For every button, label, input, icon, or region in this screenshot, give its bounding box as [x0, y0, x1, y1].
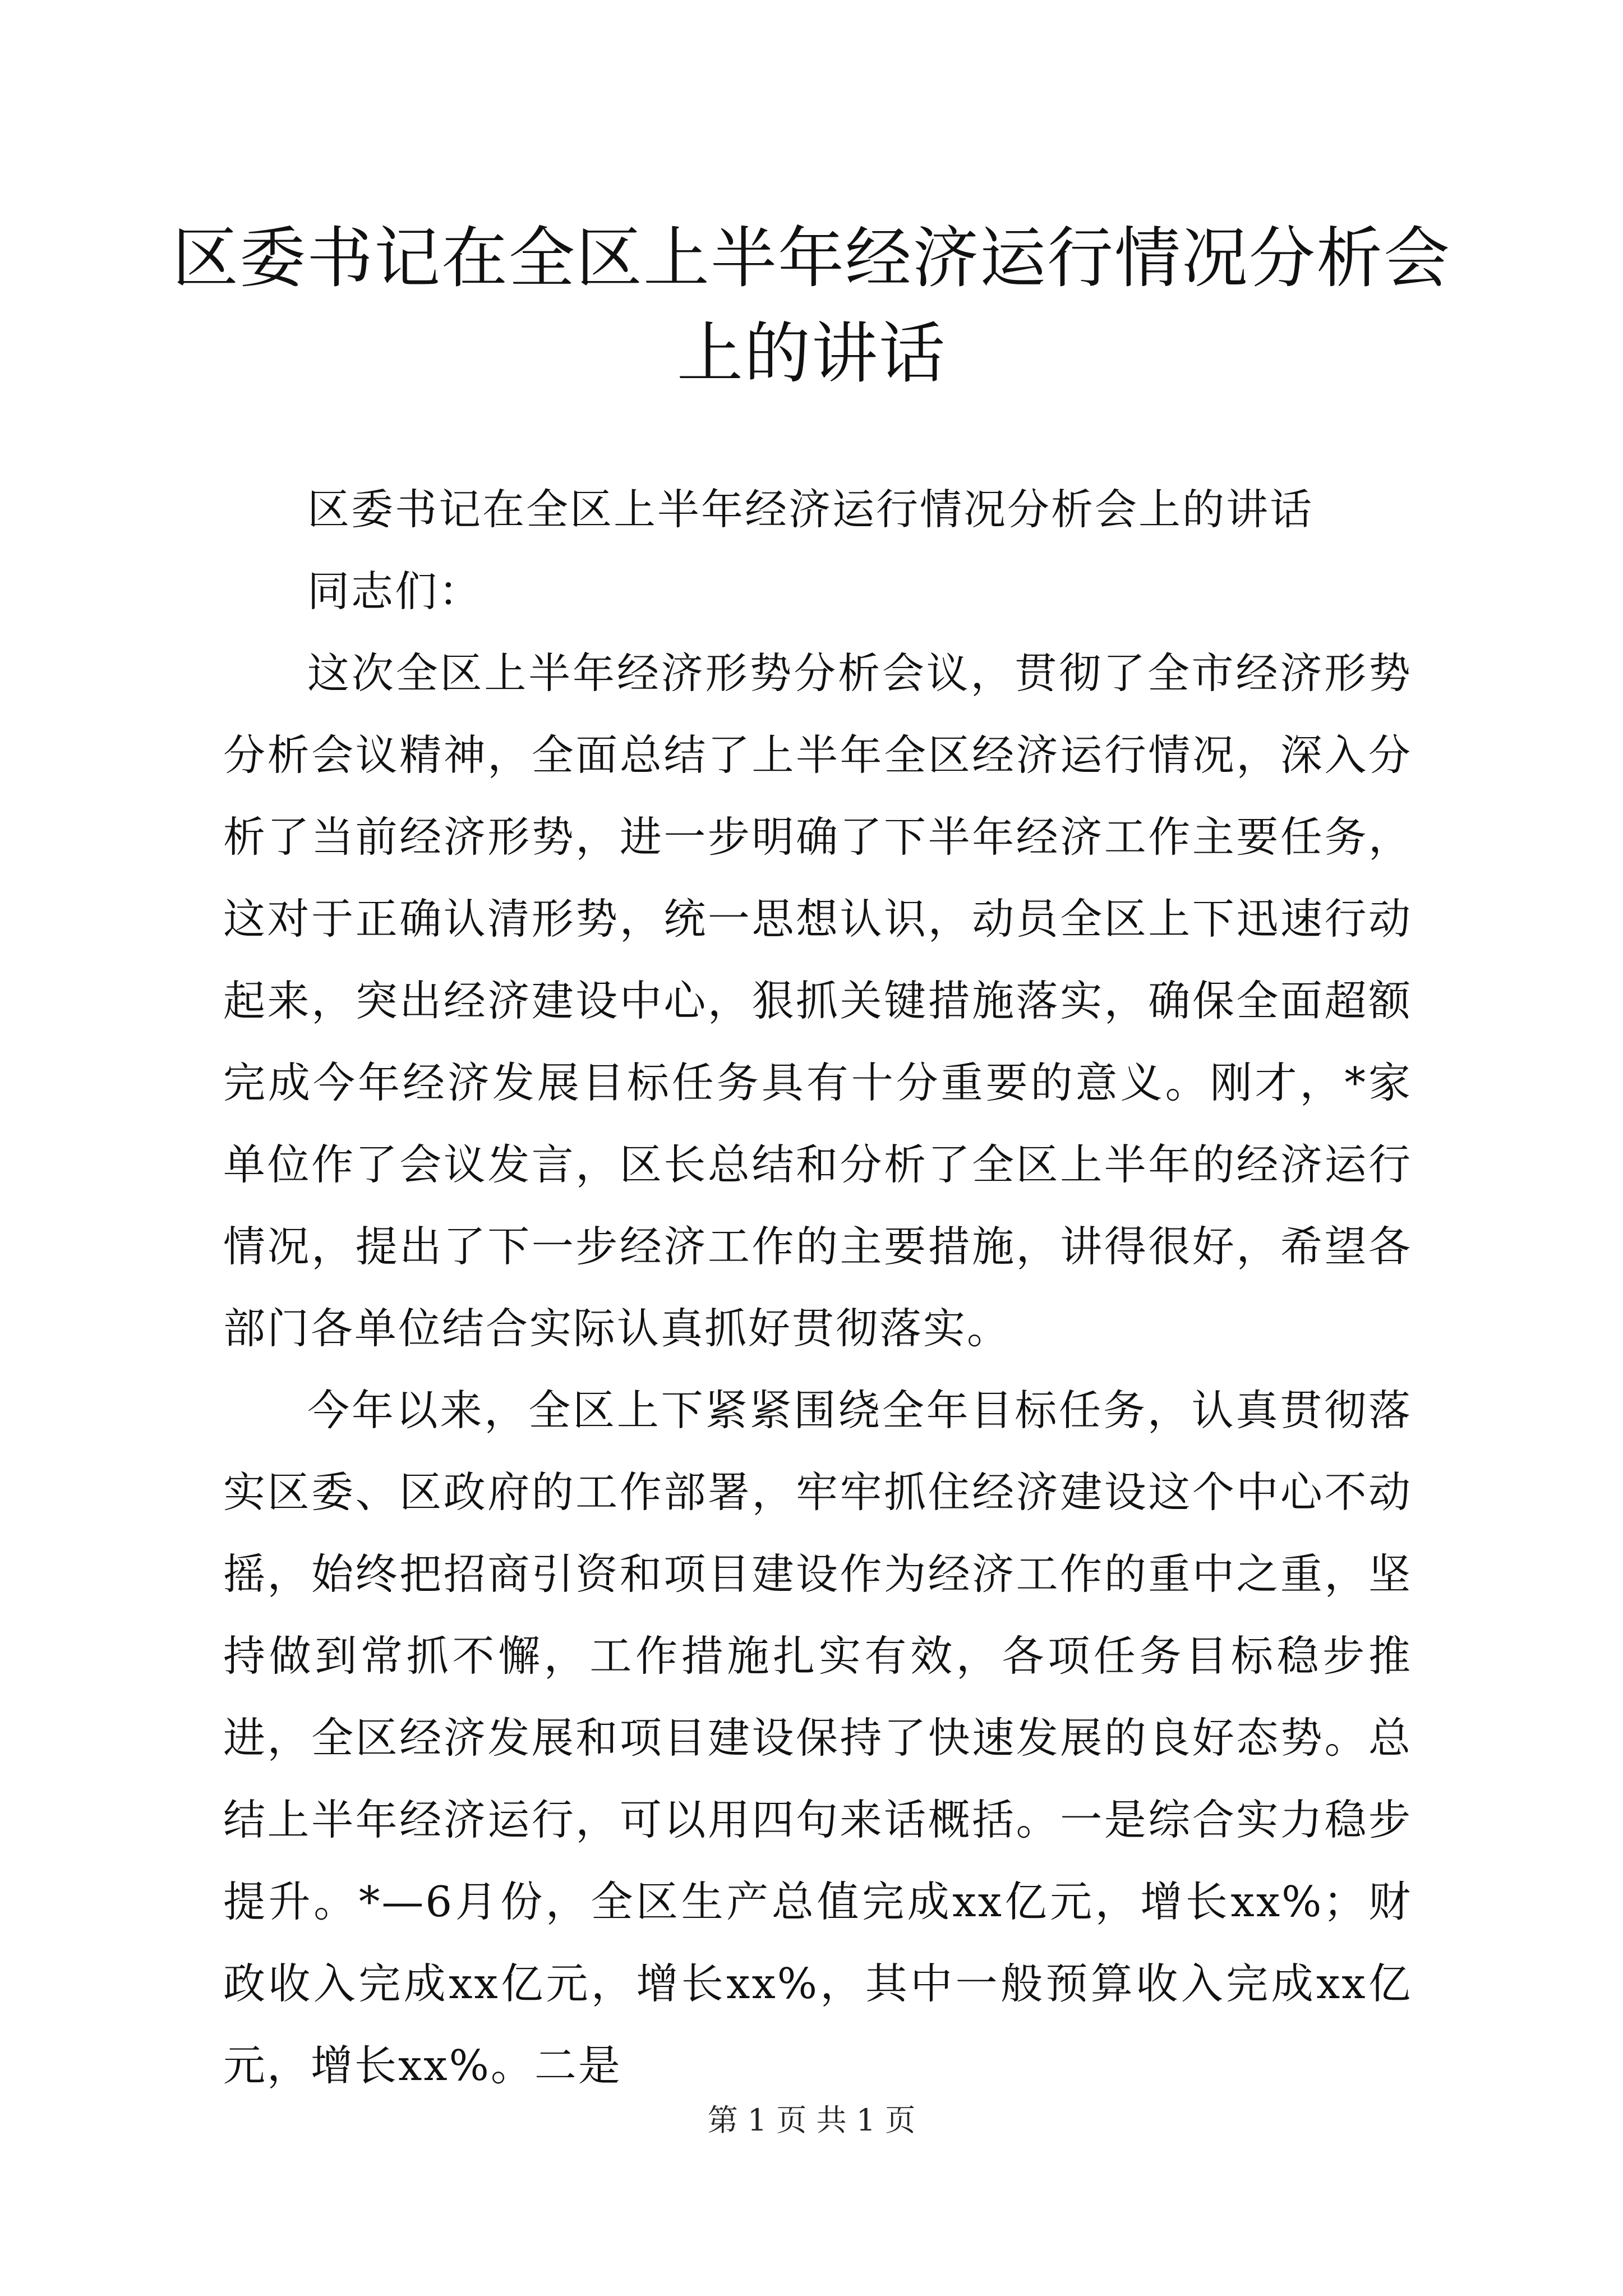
subtitle-paragraph: 区委书记在全区上半年经济运行情况分析会上的讲话	[307, 485, 1314, 534]
document-body	[223, 468, 1412, 2106]
body-paragraph: 今年以来，全区上下紧紧围绕全年目标任务，认真贯彻落实区委、区政府的工作部署，牢牢抓住经济建设这个中心不动摇，始终把招商引资和项目建设作为经济工作的重中之重，坚持做到常抓不懈，工作措施扎实有效，各项任务目标稳步推进，全区经济发展和项目建设保持了快速发展的良好态势。总结上半年经济运行，可以用四句来话概括。一是综合实力稳步提升。*—6月份，全区生产总值完成xx亿元，增长xx%；财政收入完成xx亿元，增长xx%，其中一般预算收入完成xx亿元，增长xx%。二是	[223, 1386, 1412, 2090]
salutation-paragraph: 同志们：	[307, 567, 483, 616]
document-title: 区委书记在全区上半年经济运行情况分析会上的讲话	[172, 219, 1451, 392]
body-paragraph: 这次全区上半年经济形势分析会议，贯彻了全市经济形势分析会议精神，全面总结了上半年全区经济运行情况，深入分析了当前经济形势，进一步明确了下半年经济工作主要任务，这对于正确认清形势，统一思想认识，动员全区上下迅速行动起来，突出经济建设中心，狠抓关键措施落实，确保全面超额完成今年经济发展目标任务具有十分重要的意义。刚才，*家单位作了会议发言，区长总结和分析了全区上半年的经济运行情况，提出了下一步经济工作的主要措施，讲得很好，希望各部门各单位结合实际认真抓好贯彻落实。	[223, 648, 1412, 1353]
page-footer: 第 1 页 共 1 页	[707, 2102, 916, 2138]
